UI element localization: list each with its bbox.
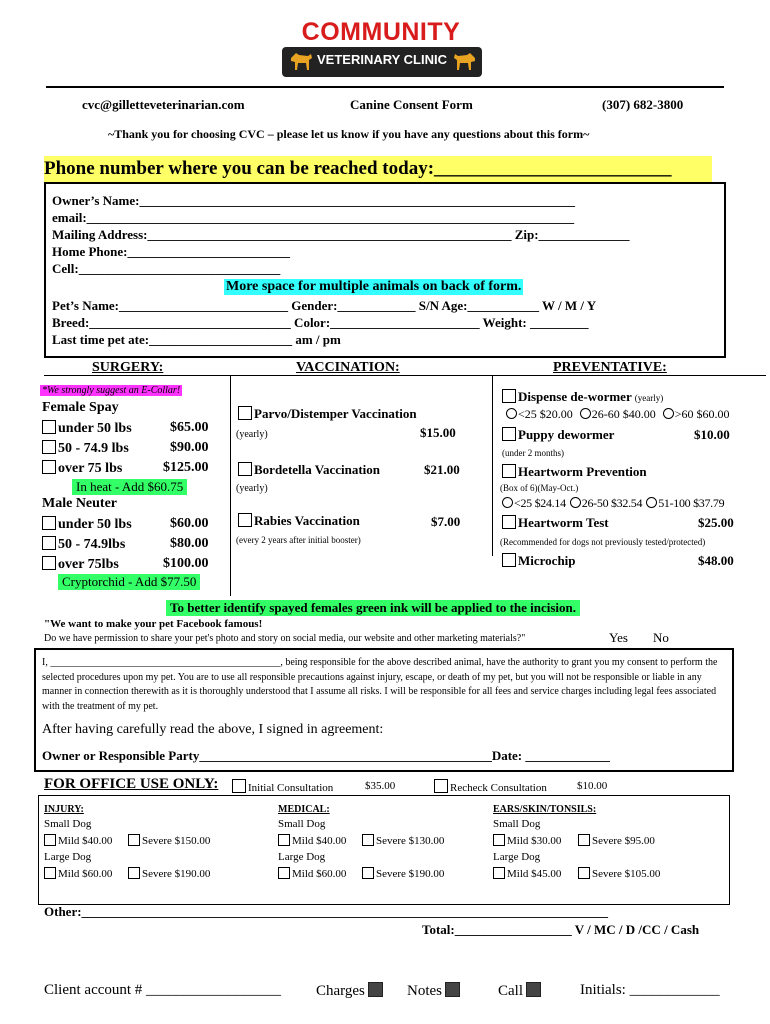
checkbox[interactable]	[362, 834, 374, 846]
ears-skin-tonsils-heading: EARS/SKIN/TONSILS:	[493, 804, 597, 815]
checkbox[interactable]	[238, 513, 252, 527]
checkbox[interactable]	[44, 867, 56, 879]
checkbox[interactable]	[502, 464, 516, 478]
surgery-heading: SURGERY:	[92, 360, 164, 375]
thanks-message: ~Thank you for choosing CVC – please let us know if you have any questions about this form~	[108, 127, 590, 141]
call-option[interactable]: Call	[498, 982, 541, 1000]
office-option[interactable]: Severe $190.00	[362, 867, 444, 880]
cell-field[interactable]: Cell:_______________________________	[52, 261, 281, 276]
male-price: $60.00	[170, 516, 209, 531]
small-dog-label: Small Dog	[278, 818, 326, 830]
checkbox[interactable]	[278, 834, 290, 846]
microchip-option[interactable]: Microchip	[502, 553, 576, 569]
home-phone-field[interactable]: Home Phone:_________________________	[52, 244, 290, 259]
female-price: $125.00	[163, 460, 209, 475]
heartworm-test-note: (Recommended for dogs not previously tested/protected)	[500, 537, 706, 547]
office-option[interactable]: Mild $40.00	[44, 834, 112, 847]
recheck-consultation-price: $10.00	[577, 780, 608, 792]
radio-button[interactable]	[663, 408, 674, 419]
office-use-heading: FOR OFFICE USE ONLY:	[44, 776, 219, 792]
checkbox[interactable]	[232, 779, 246, 793]
multiple-animals-note: More space for multiple animals on back of form.	[226, 279, 522, 294]
logo-community: COMMUNITY	[301, 18, 461, 46]
checkbox[interactable]	[502, 389, 516, 403]
male-price: $100.00	[163, 556, 209, 571]
checkbox[interactable]	[238, 406, 252, 420]
vaccine-price: $21.00	[424, 462, 460, 477]
injury-heading: INJURY:	[44, 804, 84, 815]
female-option[interactable]: under 50 lbs	[42, 420, 132, 437]
checkbox[interactable]	[493, 834, 505, 846]
checkbox[interactable]	[42, 556, 56, 570]
facebook-no[interactable]: No	[653, 630, 669, 645]
green-ink-note: To better identify spayed females green ink will be applied to the incision.	[166, 600, 580, 616]
dewormer-option[interactable]: Dispense de-wormer (yearly)	[502, 389, 663, 405]
male-option[interactable]: 50 - 74.9lbs	[42, 536, 125, 553]
preventative-heading: PREVENTATIVE:	[553, 360, 667, 375]
checkbox[interactable]	[42, 420, 56, 434]
vaccination-heading: VACCINATION:	[296, 360, 400, 375]
heartworm-sizes[interactable]: <25 $24.14 26-50 $32.54 51-100 $37.79	[498, 496, 724, 511]
office-option[interactable]: Mild $40.00	[278, 834, 346, 847]
vaccine-option[interactable]: Parvo/Distemper Vaccination	[238, 406, 417, 422]
office-option[interactable]: Severe $95.00	[578, 834, 655, 847]
checkbox[interactable]	[278, 867, 290, 879]
female-option[interactable]: 50 - 74.9 lbs	[42, 440, 129, 457]
office-option[interactable]: Mild $60.00	[44, 867, 112, 880]
checkbox[interactable]	[493, 867, 505, 879]
female-spay-heading: Female Spay	[42, 400, 119, 415]
heartworm-prevention-option[interactable]: Heartworm Prevention	[502, 464, 647, 480]
client-account-field[interactable]: Client account # __________________	[44, 982, 282, 998]
last-time-ate-field[interactable]: Last time pet ate:______________________ am / pm	[52, 332, 341, 347]
office-option[interactable]: Severe $130.00	[362, 834, 444, 847]
checkbox[interactable]	[42, 460, 56, 474]
in-heat-note: In heat - Add $60.75	[72, 479, 187, 495]
checkbox[interactable]	[526, 982, 541, 997]
checkbox[interactable]	[578, 834, 590, 846]
dog-silhouette-icon	[288, 50, 314, 79]
office-option[interactable]: Mild $45.00	[493, 867, 561, 880]
small-dog-label: Small Dog	[493, 818, 541, 830]
section-rule	[44, 375, 766, 376]
facebook-heading: "We want to make your pet Facebook famous!	[44, 618, 263, 630]
initial-consultation-price: $35.00	[365, 780, 396, 792]
puppy-dewormer-note: (under 2 months)	[502, 448, 564, 458]
office-option[interactable]: Mild $30.00	[493, 834, 561, 847]
checkbox[interactable]	[42, 516, 56, 530]
agreement-line: After having carefully read the above, I signed in agreement:	[42, 722, 384, 737]
notes-option[interactable]: Notes	[407, 982, 460, 1000]
recheck-consultation-option[interactable]: Recheck Consultation	[434, 779, 547, 794]
male-price: $80.00	[170, 536, 209, 551]
form-title: Canine Consent Form	[350, 97, 473, 112]
logo-clinic-name: VETERINARY CLINIC	[316, 52, 447, 67]
checkbox[interactable]	[42, 440, 56, 454]
puppy-dewormer-price: $10.00	[694, 427, 730, 442]
owner-name-field[interactable]: Owner’s Name:___________________________________________________________________	[52, 193, 575, 208]
medical-heading: MEDICAL:	[278, 804, 330, 815]
email-field[interactable]: email:___________________________________________________________________________	[52, 210, 575, 225]
office-option[interactable]: Severe $150.00	[128, 834, 210, 847]
vaccine-option[interactable]: Rabies Vaccination	[238, 513, 360, 529]
checkbox[interactable]	[128, 834, 140, 846]
col-divider	[492, 376, 493, 556]
mailing-address-field[interactable]: Mailing Address:________________________________________________________ Zip:______________	[52, 227, 630, 242]
radio-button[interactable]	[502, 497, 513, 508]
male-option[interactable]: under 50 lbs	[42, 516, 132, 533]
puppy-dewormer-option[interactable]: Puppy dewormer	[502, 427, 614, 443]
vaccine-price: $15.00	[420, 425, 456, 440]
total-field[interactable]: Total:__________________ V / MC / D /CC / Cash	[422, 922, 700, 937]
col-divider	[230, 376, 231, 596]
female-price: $65.00	[170, 420, 209, 435]
radio-button[interactable]	[506, 408, 517, 419]
breed-field[interactable]: Breed:_______________________________ Color:_______________________ Weight: _________	[52, 315, 589, 330]
large-dog-label: Large Dog	[493, 851, 541, 863]
vaccine-note: (every 2 years after initial booster)	[236, 535, 361, 545]
header-rule	[46, 86, 724, 88]
office-option[interactable]: Mild $60.00	[278, 867, 346, 880]
office-box	[38, 795, 730, 905]
facebook-yes[interactable]: Yes	[609, 630, 628, 645]
vaccine-note: (yearly)	[236, 429, 268, 440]
checkbox[interactable]	[128, 867, 140, 879]
heartworm-test-price: $25.00	[698, 515, 734, 530]
checkbox[interactable]	[502, 427, 516, 441]
checkbox[interactable]	[368, 982, 383, 997]
checkbox[interactable]	[434, 779, 448, 793]
checkbox[interactable]	[445, 982, 460, 997]
phone-today-field[interactable]: Phone number where you can be reached today:_________________________	[44, 156, 712, 182]
checkbox[interactable]	[44, 834, 56, 846]
initials-field[interactable]: Initials: ____________	[580, 982, 720, 998]
checkbox[interactable]	[42, 536, 56, 550]
male-neuter-heading: Male Neuter	[42, 496, 118, 511]
checkbox[interactable]	[502, 553, 516, 567]
small-dog-label: Small Dog	[44, 818, 92, 830]
clinic-email: cvc@gilletteveterinarian.com	[82, 97, 245, 112]
dewormer-sizes[interactable]: <25 $20.00 26-60 $40.00 >60 $60.00	[502, 407, 730, 422]
microchip-price: $48.00	[698, 553, 734, 568]
clinic-logo	[278, 18, 490, 80]
charges-option[interactable]: Charges	[316, 982, 383, 1000]
consent-text: I, ______________________________________________, being responsible for the above described animal, have the authority to grant you my consent to perform the selected procedures upon my pet. You are to use all responsible precautions against injury, escape, or death of my pet, but you will not be responsible or liable in any manner in connection therewith as it is thoroughly understood that I assume all risks. I will be responsible for all fees and service charges including legal fees associated with the treatment of my pet.	[42, 657, 718, 712]
pet-name-field[interactable]: Pet’s Name:__________________________ Gender:____________ S/N Age:___________ W / M / Y	[52, 298, 597, 313]
cryptorchid-note: Cryptorchid - Add $77.50	[58, 574, 200, 590]
large-dog-label: Large Dog	[44, 851, 92, 863]
vaccine-note: (yearly)	[236, 483, 268, 494]
female-option[interactable]: over 75 lbs	[42, 460, 122, 477]
other-field[interactable]: Other:_________________________________________________________________________________	[44, 904, 609, 919]
ecollar-note: *We strongly suggest an E-Collar!	[42, 385, 181, 396]
large-dog-label: Large Dog	[278, 851, 326, 863]
office-option[interactable]: Severe $105.00	[578, 867, 660, 880]
female-price: $90.00	[170, 440, 209, 455]
initial-consultation-option[interactable]: Initial Consultation	[232, 779, 333, 794]
vaccine-price: $7.00	[431, 514, 461, 529]
heartworm-note: (Box of 6)(May-Oct.)	[500, 483, 579, 493]
signature-field[interactable]: Owner or Responsible Party_____________________________________________Date: _____________	[42, 748, 610, 763]
checkbox[interactable]	[362, 867, 374, 879]
checkbox[interactable]	[578, 867, 590, 879]
vaccine-option[interactable]: Bordetella Vaccination	[238, 462, 380, 478]
radio-button[interactable]	[570, 497, 581, 508]
facebook-question: Do we have permission to share your pet's photo and story on social media, our website and other marketing materials?"	[44, 633, 526, 644]
checkbox[interactable]	[238, 462, 252, 476]
dog-silhouette-icon	[452, 50, 478, 79]
radio-button[interactable]	[580, 408, 591, 419]
heartworm-test-option[interactable]: Heartworm Test	[502, 515, 609, 531]
radio-button[interactable]	[646, 497, 657, 508]
checkbox[interactable]	[502, 515, 516, 529]
office-option[interactable]: Severe $190.00	[128, 867, 210, 880]
clinic-phone: (307) 682-3800	[602, 97, 684, 112]
male-option[interactable]: over 75lbs	[42, 556, 119, 573]
